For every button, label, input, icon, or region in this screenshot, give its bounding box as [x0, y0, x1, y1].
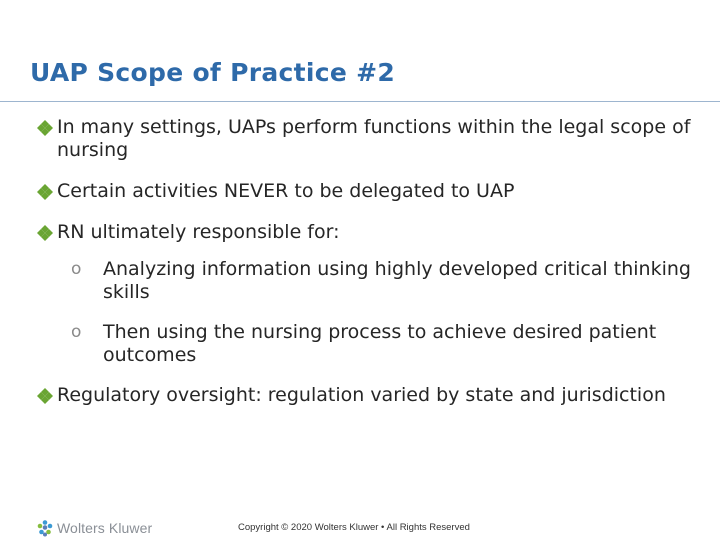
- slide-title: UAP Scope of Practice #2: [30, 58, 396, 87]
- bullet-item: [36, 116, 706, 162]
- sub-bullet-text: Analyzing information using highly developed critical thinking skills: [103, 258, 691, 303]
- diamond-bullet-icon: [36, 183, 54, 201]
- sub-bullet-text: Then using the nursing process to achieve desired patient outcomes: [103, 321, 657, 366]
- bullet-text: Regulatory oversight: regulation varied by state and jurisdiction: [57, 384, 666, 406]
- title-divider: [0, 101, 720, 102]
- bullet-item: [36, 221, 706, 244]
- bullet-text: Certain activities NEVER to be delegated to UAP: [57, 180, 515, 202]
- diamond-bullet-icon: [36, 119, 54, 137]
- bullet-text: In many settings, UAPs perform functions within the legal scope of nursing: [57, 116, 691, 161]
- bullet-list: [36, 116, 706, 407]
- diamond-bullet-icon: [36, 224, 54, 242]
- brand-name: Wolters Kluwer: [57, 520, 153, 536]
- bullet-item: [36, 180, 706, 203]
- circle-bullet-icon: o: [71, 322, 82, 342]
- copyright-notice: Copyright © 2020 Wolters Kluwer • All Rights Reserved: [238, 522, 470, 533]
- sub-bullet-item: [71, 321, 706, 367]
- diamond-bullet-icon: [36, 387, 54, 405]
- brand-logo: [36, 519, 152, 537]
- bullet-item: [36, 384, 706, 407]
- circle-bullet-icon: o: [71, 259, 82, 279]
- sub-bullet-item: [71, 258, 706, 304]
- bullet-text: RN ultimately responsible for:: [57, 221, 340, 243]
- wolters-kluwer-logo-icon: [36, 519, 54, 537]
